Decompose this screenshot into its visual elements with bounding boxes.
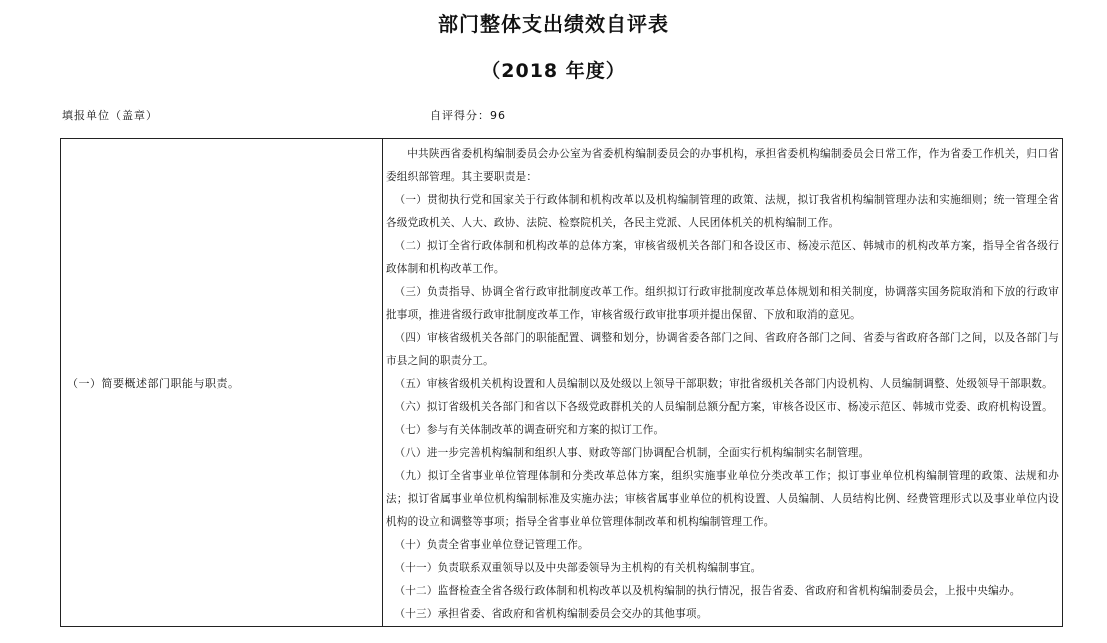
year-subtitle: （2018 年度） bbox=[481, 60, 626, 82]
duty-item: （十三）承担省委、省政府和省机构编制委员会交办的其他事项。 bbox=[394, 608, 708, 620]
page-title: 部门整体支出绩效自评表 bbox=[438, 12, 669, 36]
evaluation-table bbox=[60, 138, 1063, 627]
duty-item: （六）拟订省级机关各部门和省以下各级党政群机关的人员编制总额分配方案，审核各设区市、杨凌示范区、韩城市党委、政府机构设置。 bbox=[394, 401, 1053, 413]
duty-item: （十二）监督检查全省各级行政体制和机构改革以及机构编制的执行情况，报告省委、省政府和省机构编制委员会，上报中央编办。 bbox=[394, 585, 1021, 597]
duty-item: （一）贯彻执行党和国家关于行政体制和机构改革以及机构编制管理的政策、法规，拟订我省机构编制管理办法和实施细则；统一管理全省各级党政机关、人大、政协、法院、检察院机关，各民主党派、人民团体机关的机构编制工作。 bbox=[386, 194, 1059, 229]
duty-item: （二）拟订全省行政体制和机构改革的总体方案，审核省级机关各部门和各设区市、杨凌示范区、韩城市的机构改革方案，指导全省各级行政体制和机构改革工作。 bbox=[386, 240, 1059, 275]
row-label-cell bbox=[61, 139, 383, 626]
duty-item: （八）进一步完善机构编制和组织人事、财政等部门协调配合机制，全面实行机构编制实名制管理。 bbox=[394, 447, 870, 459]
duty-item: （十）负责全省事业单位登记管理工作。 bbox=[394, 539, 589, 551]
duties-cell bbox=[383, 139, 1062, 626]
intro-paragraph: 中共陕西省委机构编制委员会办公室为省委机构编制委员会的办事机构，承担省委机构编制委员会日常工作，作为省委工作机关，归口省委组织部管理。其主要职责是： bbox=[386, 148, 1059, 183]
duty-item: （九）拟订全省事业单位管理体制和分类改革总体方案，组织实施事业单位分类改革工作；拟订事业单位机构编制管理的政策、法规和办法；拟订省属事业单位机构编制标准及实施办法；审核省属事业单位的机构设置、人员编制、人员结构比例、经费管理形式以及事业单位内设机构的设立和调整等事项；指导全省事业单位管理体制改革和机构编制管理工作。 bbox=[386, 470, 1059, 528]
duty-item: （七）参与有关体制改革的调查研究和方案的拟订工作。 bbox=[394, 424, 665, 436]
self-score-label: 自评得分：96 bbox=[430, 109, 506, 122]
duty-item: （四）审核省级机关各部门的职能配置、调整和划分，协调省委各部门之间、省政府各部门之间、省委与省政府各部门之间，以及各部门与市县之间的职责分工。 bbox=[386, 332, 1059, 367]
duty-item: （三）负责指导、协调全省行政审批制度改革工作。组织拟订行政审批制度改革总体规划和相关制度，协调落实国务院取消和下放的行政审批事项，推进省级行政审批制度改革工作，审核省级行政审批事项并提出保留、下放和取消的意见。 bbox=[386, 286, 1059, 321]
reporting-unit-label: 填报单位（盖章） bbox=[62, 109, 158, 122]
duty-item: （十一）负责联系双重领导以及中央部委领导为主机构的有关机构编制事宜。 bbox=[394, 562, 762, 574]
duty-item: （五）审核省级机关机构设置和人员编制以及处级以上领导干部职数；审批省级机关各部门内设机构、人员编制调整、处级领导干部职数。 bbox=[394, 378, 1053, 390]
row-label: （一）简要概述部门职能与职责。 bbox=[67, 376, 240, 390]
